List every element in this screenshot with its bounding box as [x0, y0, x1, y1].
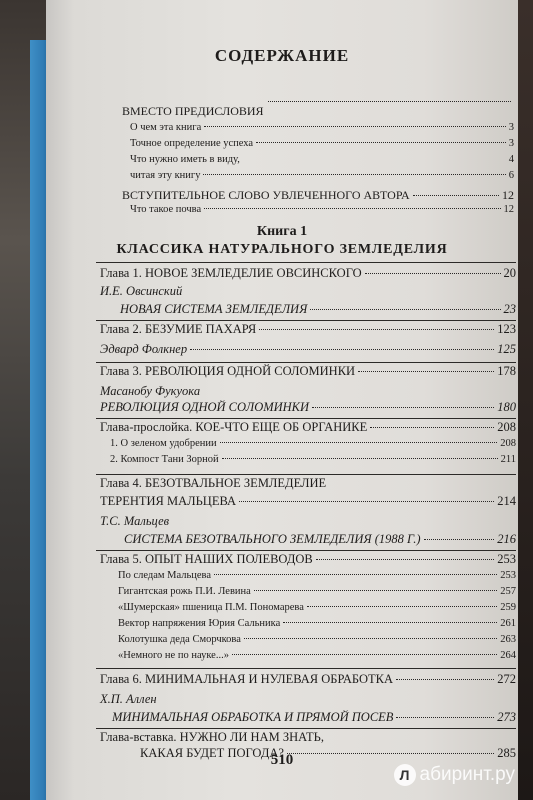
- toc-chapter: ТЕРЕНТИЯ МАЛЬЦЕВА 214: [100, 494, 516, 508]
- toc-author: Т.С. Мальцев: [100, 514, 170, 528]
- toc-entry: 2. Компост Тани Зорной 211: [110, 454, 516, 465]
- toc-entry: РЕВОЛЮЦИЯ ОДНОЙ СОЛОМИНКИ 180: [100, 400, 516, 414]
- divider: [96, 418, 516, 419]
- toc-author: Х.П. Аллен: [100, 692, 157, 706]
- page-title: СОДЕРЖАНИЕ: [214, 46, 350, 65]
- toc-entry: НОВАЯ СИСТЕМА ЗЕМЛЕДЕЛИЯ 23: [120, 302, 516, 316]
- toc-chapter: КАКАЯ БУДЕТ ПОГОДА? 285: [140, 746, 516, 760]
- toc-entry: ВМЕСТО ПРЕДИСЛОВИЯ: [122, 104, 264, 118]
- divider: [96, 668, 516, 669]
- divider: [96, 262, 516, 263]
- toc-entry: Точное определение успеха 3: [130, 138, 514, 149]
- toc-chapter: Глава 4. БЕЗОТВАЛЬНОЕ ЗЕМЛЕДЕЛИЕ: [100, 476, 327, 490]
- divider: [96, 474, 516, 475]
- toc-chapter: Глава-прослойка. КОЕ-ЧТО ЕЩЕ ОБ ОРГАНИКЕ 208: [100, 420, 516, 434]
- labirint-logo-icon: Л: [394, 764, 416, 786]
- toc-entry: Что нужно иметь в виду, 4: [130, 154, 514, 165]
- page-number: 510: [270, 752, 294, 768]
- toc-entry: «Немного не по науке...» 264: [118, 650, 516, 661]
- toc-chapter: Глава 3. РЕВОЛЮЦИЯ ОДНОЙ СОЛОМИНКИ 178: [100, 364, 516, 378]
- toc-chapter: Глава 6. МИНИМАЛЬНАЯ И НУЛЕВАЯ ОБРАБОТКА 272: [100, 672, 516, 686]
- toc-author: И.Е. Овсинский: [100, 284, 183, 298]
- toc-entry: читая эту книгу 6: [130, 170, 514, 181]
- toc-chapter: Глава 1. НОВОЕ ЗЕМЛЕДЕЛИЕ ОВСИНСКОГО 20: [100, 266, 516, 280]
- divider: [96, 320, 516, 321]
- toc-chapter: Глава-вставка. НУЖНО ЛИ НАМ ЗНАТЬ,: [100, 730, 324, 744]
- divider: [96, 362, 516, 363]
- book-title: КЛАССИКА НАТУРАЛЬНОГО ЗЕМЛЕДЕЛИЯ: [116, 242, 448, 257]
- toc-leader: [268, 104, 514, 105]
- toc-entry: СИСТЕМА БЕЗОТВАЛЬНОГО ЗЕМЛЕДЕЛИЯ (1988 Г.) 216: [124, 532, 516, 546]
- toc-entry: О чем эта книга 3: [130, 122, 514, 133]
- toc-entry: Вектор напряжения Юрия Сальника 261: [118, 618, 516, 629]
- book-label: Книга 1: [256, 224, 308, 239]
- toc-entry: 1. О зеленом удобрении 208: [110, 438, 516, 449]
- divider: [96, 728, 516, 729]
- watermark: [394, 764, 515, 786]
- toc-entry: МИНИМАЛЬНАЯ ОБРАБОТКА И ПРЯМОЙ ПОСЕВ 273: [112, 710, 516, 724]
- toc-entry: По следам Мальцева 253: [118, 570, 516, 581]
- toc-author: Масанобу Фукуока: [100, 384, 201, 398]
- toc-entry: Гигантская рожь П.И. Левина 257: [118, 586, 516, 597]
- toc-chapter: Глава 2. БЕЗУМИЕ ПАХАРЯ 123: [100, 322, 516, 336]
- toc-entry: Колотушка деда Сморчкова 263: [118, 634, 516, 645]
- book-page: [46, 0, 518, 800]
- toc-entry: Что такое почва 12: [130, 204, 514, 215]
- toc-entry: ВСТУПИТЕЛЬНОЕ СЛОВО УВЛЕЧЕННОГО АВТОРА 12: [122, 188, 514, 202]
- watermark-text: абиринт.ру: [419, 764, 515, 785]
- toc-chapter: Глава 5. ОПЫТ НАШИХ ПОЛЕВОДОВ 253: [100, 552, 516, 566]
- toc-author: Эдвард Фолкнер 125: [100, 342, 516, 356]
- divider: [96, 550, 516, 551]
- toc-entry: «Шумерская» пшеница П.М. Пономарева 259: [118, 602, 516, 613]
